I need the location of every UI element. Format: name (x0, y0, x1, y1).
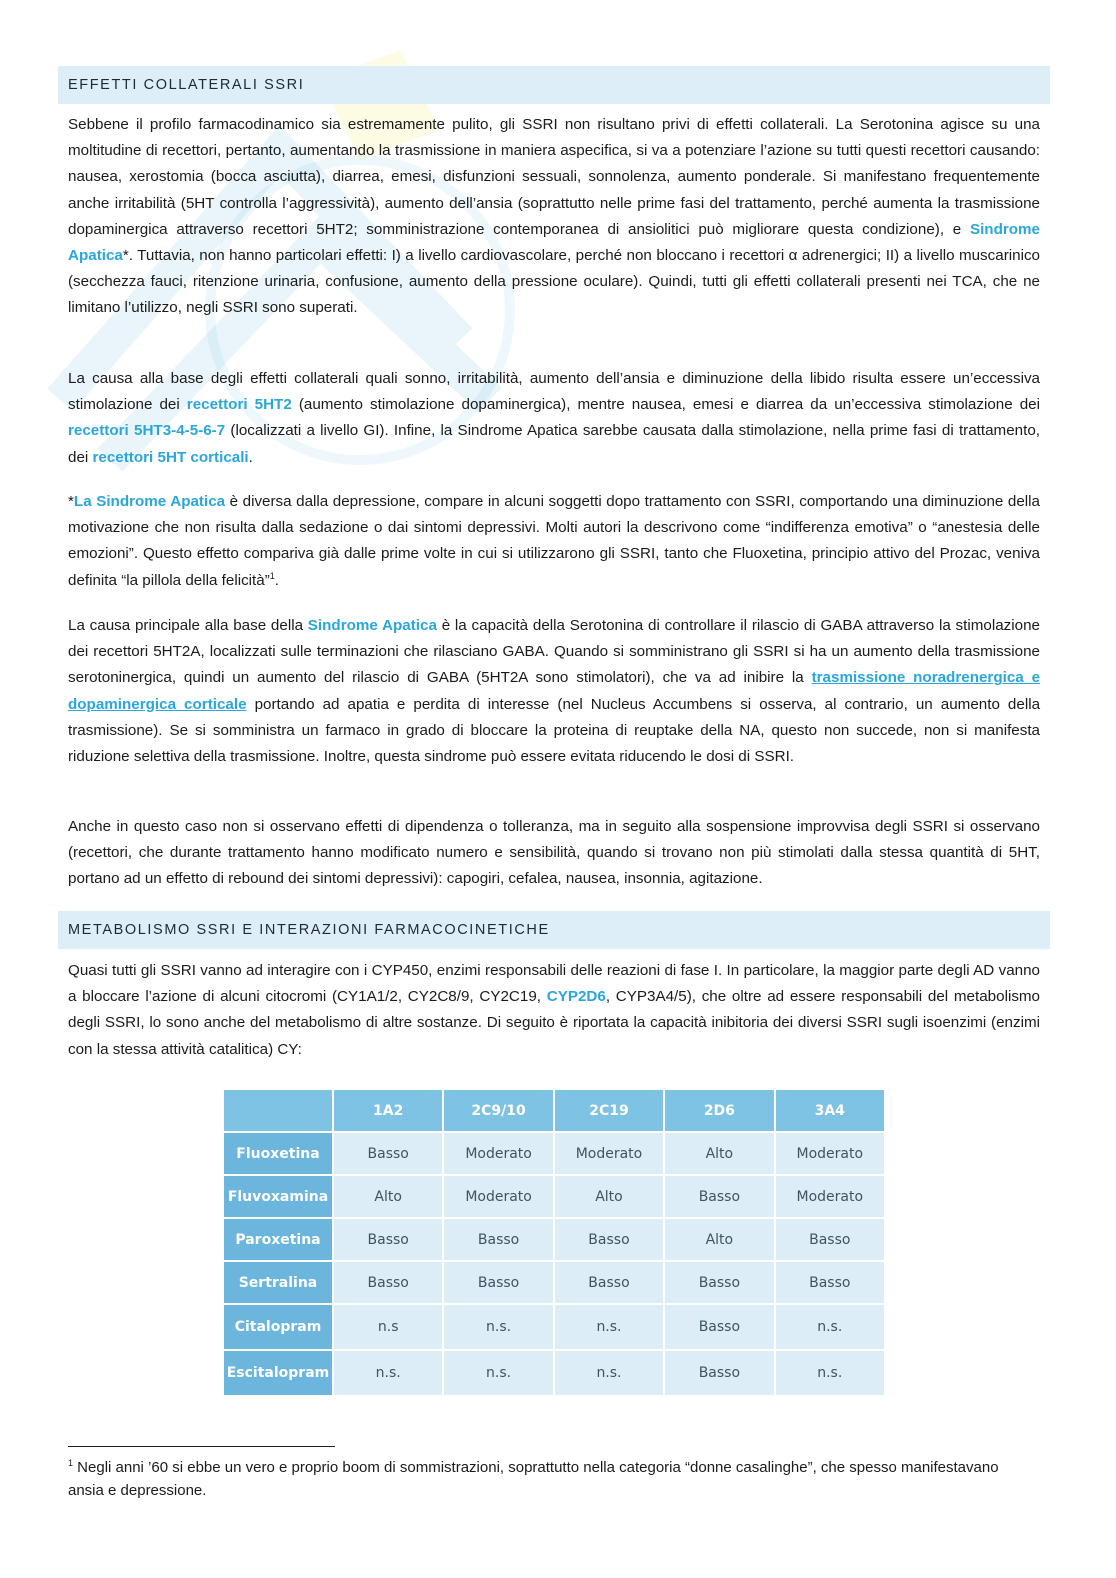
row-drug-name: Sertralina (223, 1261, 333, 1304)
highlight-recettori-5ht2: recettori 5HT2 (186, 396, 292, 414)
table-cell: Moderato (443, 1175, 553, 1218)
paragraph-1: Sebbene il profilo farmacodinamico sia estremamente pulito, gli SSRI non risultano privi di effetti collaterali. La Serotonina agisce su una moltitudine di recettori, pertanto, aumentando la trasmissione in maniera aspecifica, si va a potenziare l’azione su tutti questi recettori causando: nausea, xerostomia (bocca asciutta), diarrea, emesi, disfunzioni sessuali, sonnolenza, aumento ponderale. Si manifestano frequentemente anche irritabilità (5HT controlla l’aggressività), aumento dell’ansia (soprattutto nelle prime fasi del trattamento, perché aumenta la trasmissione dopaminergica attraverso recettori 5HT2; somministrazione contemporanea di ansiolitici può migliorare questa condizione), e Sindrome Apatica*. Tuttavia, non hanno particolari effetti: I) a livello cardiovascolare, perché non bloccano i recettori α adrenergici; II) a livello muscarinico (secchezza fauci, ritenzione urinaria, confusione, aumento della pressione oculare). Quindi, tutti gli effetti collaterali presenti nei TCA, che ne limitano l’utilizzo, negli SSRI sono superati. (68, 116, 1040, 317)
paragraph-4: La causa principale alla base della Sindrome Apatica è la capacità della Serotonina di controllare il rilascio di GABA attraverso la stimolazione dei recettori 5HT2A, localizzati sulle terminazioni che rilasciano GABA. Quando si somministrano gli SSRI si ha un aumento della trasmissione serotoninergica, quindi un aumento del rilascio di GABA (5HT2A sono stimolatori), che va ad inibire la trasmissione noradrenergica e dopaminergica corticale portando ad apatia e perdita di interesse (nel Nucleus Accumbens si osserva, al contrario, un aumento della trasmissione). Se si somministra un farmaco in grado di bloccare la proteina di reuptake della NA, questo non succede, non si manifesta riduzione selettiva della trasmissione. Inoltre, questa sindrome può essere evitata riducendo le dosi di SSRI. (68, 617, 1041, 766)
highlight-sindrome-apatica-2: Sindrome Apatica (307, 617, 437, 634)
highlight-cyp2d6: CYP2D6 (546, 988, 606, 1006)
footnote-ref: 1 (269, 570, 275, 581)
row-drug-name: Paroxetina (223, 1218, 333, 1261)
table-cell: Alto (333, 1175, 443, 1218)
table-cell: n.s. (775, 1350, 885, 1396)
table-cell: Basso (333, 1132, 443, 1175)
table-cell: n.s. (443, 1350, 553, 1396)
table-cell: Basso (333, 1218, 443, 1261)
table-cell: Moderato (443, 1132, 553, 1175)
table-header-row (223, 1089, 885, 1132)
table-cell: Basso (443, 1261, 553, 1304)
table-cell: Basso (664, 1350, 774, 1396)
table-cell: n.s. (554, 1350, 664, 1396)
table-cell: Basso (443, 1218, 553, 1261)
section-title-metabolismo: METABOLISMO SSRI E INTERAZIONI FARMACOCINETICHE (58, 911, 1050, 949)
table-header-cell: 2D6 (664, 1089, 774, 1132)
paragraph-2: La causa alla base degli effetti collaterali quali sonno, irritabilità, aumento dell’ansia e diminuzione della libido risulta essere un’eccessiva stimolazione dei recettori 5HT2 (aumento stimolazione dopaminergica), mentre nausea, emesi e diarrea da un’eccessiva stimolazione dei recettori 5HT3-4-5-6-7 (localizzati a livello GI). Infine, la Sindrome Apatica sarebbe causata dalla stimolazione, nella prime fasi di trattamento, dei recettori 5HT corticali. (68, 370, 1040, 466)
table-cell: Moderato (775, 1132, 885, 1175)
row-drug-name: Fluoxetina (223, 1132, 333, 1175)
table-header-cell: 2C19 (554, 1089, 664, 1132)
highlight-sindrome-apatica: Sindrome Apatica (68, 220, 1040, 265)
table-header-cell: 3A4 (775, 1089, 885, 1132)
highlight-recettori-5ht3: recettori 5HT3-4-5-6-7 (68, 422, 226, 440)
table-cell: Alto (664, 1132, 774, 1175)
paragraph-5: Anche in questo caso non si osservano effetti di dipendenza o tolleranza, ma in seguito alla sospensione improvvisa degli SSRI si osservano (recettori, che durante trattamento hanno modificato numero e sensibilità, quando si trovano non più stimolati dalla stessa quantità di 5HT, portano ad un effetto di rebound dei sintomi depressivi): capogiri, cefalea, nausea, insonnia, agitazione. (68, 818, 1040, 888)
table-cell: Moderato (775, 1175, 885, 1218)
table-row (223, 1218, 885, 1261)
table-cell: Basso (554, 1218, 664, 1261)
table-row (223, 1175, 885, 1218)
row-drug-name: Fluvoxamina (223, 1175, 333, 1218)
table-cell: n.s. (775, 1304, 885, 1350)
table-row (223, 1350, 885, 1396)
table-cell: Basso (775, 1261, 885, 1304)
table-cell: Basso (775, 1218, 885, 1261)
table-cell: Moderato (554, 1132, 664, 1175)
table-header-cell (223, 1089, 333, 1132)
footnote-number: 1 (68, 1458, 74, 1468)
table-cell: Basso (664, 1175, 774, 1218)
paragraph-6: Quasi tutti gli SSRI vanno ad interagire con i CYP450, enzimi responsabili delle reazioni di fase I. In particolare, la maggior parte degli AD vanno a bloccare l’azione di alcuni citocromi (CY1A1/2, CY2C8/9, CY2C19, CYP2D6, CYP3A4/5), che oltre ad essere responsabili del metabolismo degli SSRI, lo sono anche del metabolismo di altre sostanze. Di seguito è riportata la capacità inibitoria dei diversi SSRI sugli isoenzimi (enzimi con la stessa attività catalitica) CY: (68, 962, 1041, 1058)
table-cell: Basso (664, 1304, 774, 1350)
table-cell: Alto (554, 1175, 664, 1218)
footnote (68, 1456, 1028, 1502)
footnote-divider (68, 1446, 335, 1447)
footnote-text: Negli anni ’60 si ebbe un vero e proprio boom di sommistrazioni, soprattutto nella categoria “donne casalinghe”, che spesso manifestavano ansia e depressione. (68, 1459, 999, 1499)
table-header-cell: 1A2 (333, 1089, 443, 1132)
table-cell: n.s (333, 1304, 443, 1350)
table-header-cell: 2C9/10 (443, 1089, 553, 1132)
section-title-effetti: EFFETTI COLLATERALI SSRI (58, 66, 1050, 104)
table-cell: n.s. (443, 1304, 553, 1350)
paragraph-3: *La Sindrome Apatica è diversa dalla depressione, compare in alcuni soggetti dopo trattamento con SSRI, comportando una diminuzione della motivazione che non risulta dalla sedazione o dai sintomi depressivi. Molti autori la descrivono come “indifferenza emotiva” o “anestesia delle emozioni”. Questo effetto compariva già dalle prime volte in cui si utilizzarono gli SSRI, tanto che Fluoxetina, principio attivo del Prozac, veniva definita “la pillola della felicità”$^1$. (68, 493, 1040, 589)
link-trasmissione-corticale[interactable]: trasmissione noradrenergica e dopaminergica corticale (68, 669, 1041, 713)
table-cell: Basso (554, 1261, 664, 1304)
highlight-la-sindrome-apatica: La Sindrome Apatica (73, 493, 226, 510)
table-cell: Basso (333, 1261, 443, 1304)
row-drug-name: Citalopram (223, 1304, 333, 1350)
row-drug-name: Escitalopram (223, 1350, 333, 1396)
table-row (223, 1261, 885, 1304)
table-cell: Basso (664, 1261, 774, 1304)
table-cell: n.s. (554, 1304, 664, 1350)
table-cell: Alto (664, 1218, 774, 1261)
cyp-inhibition-table (222, 1088, 886, 1397)
table-row (223, 1132, 885, 1175)
table-row (223, 1304, 885, 1350)
highlight-recettori-corticali: recettori 5HT corticali (92, 448, 249, 466)
table-cell: n.s. (333, 1350, 443, 1396)
